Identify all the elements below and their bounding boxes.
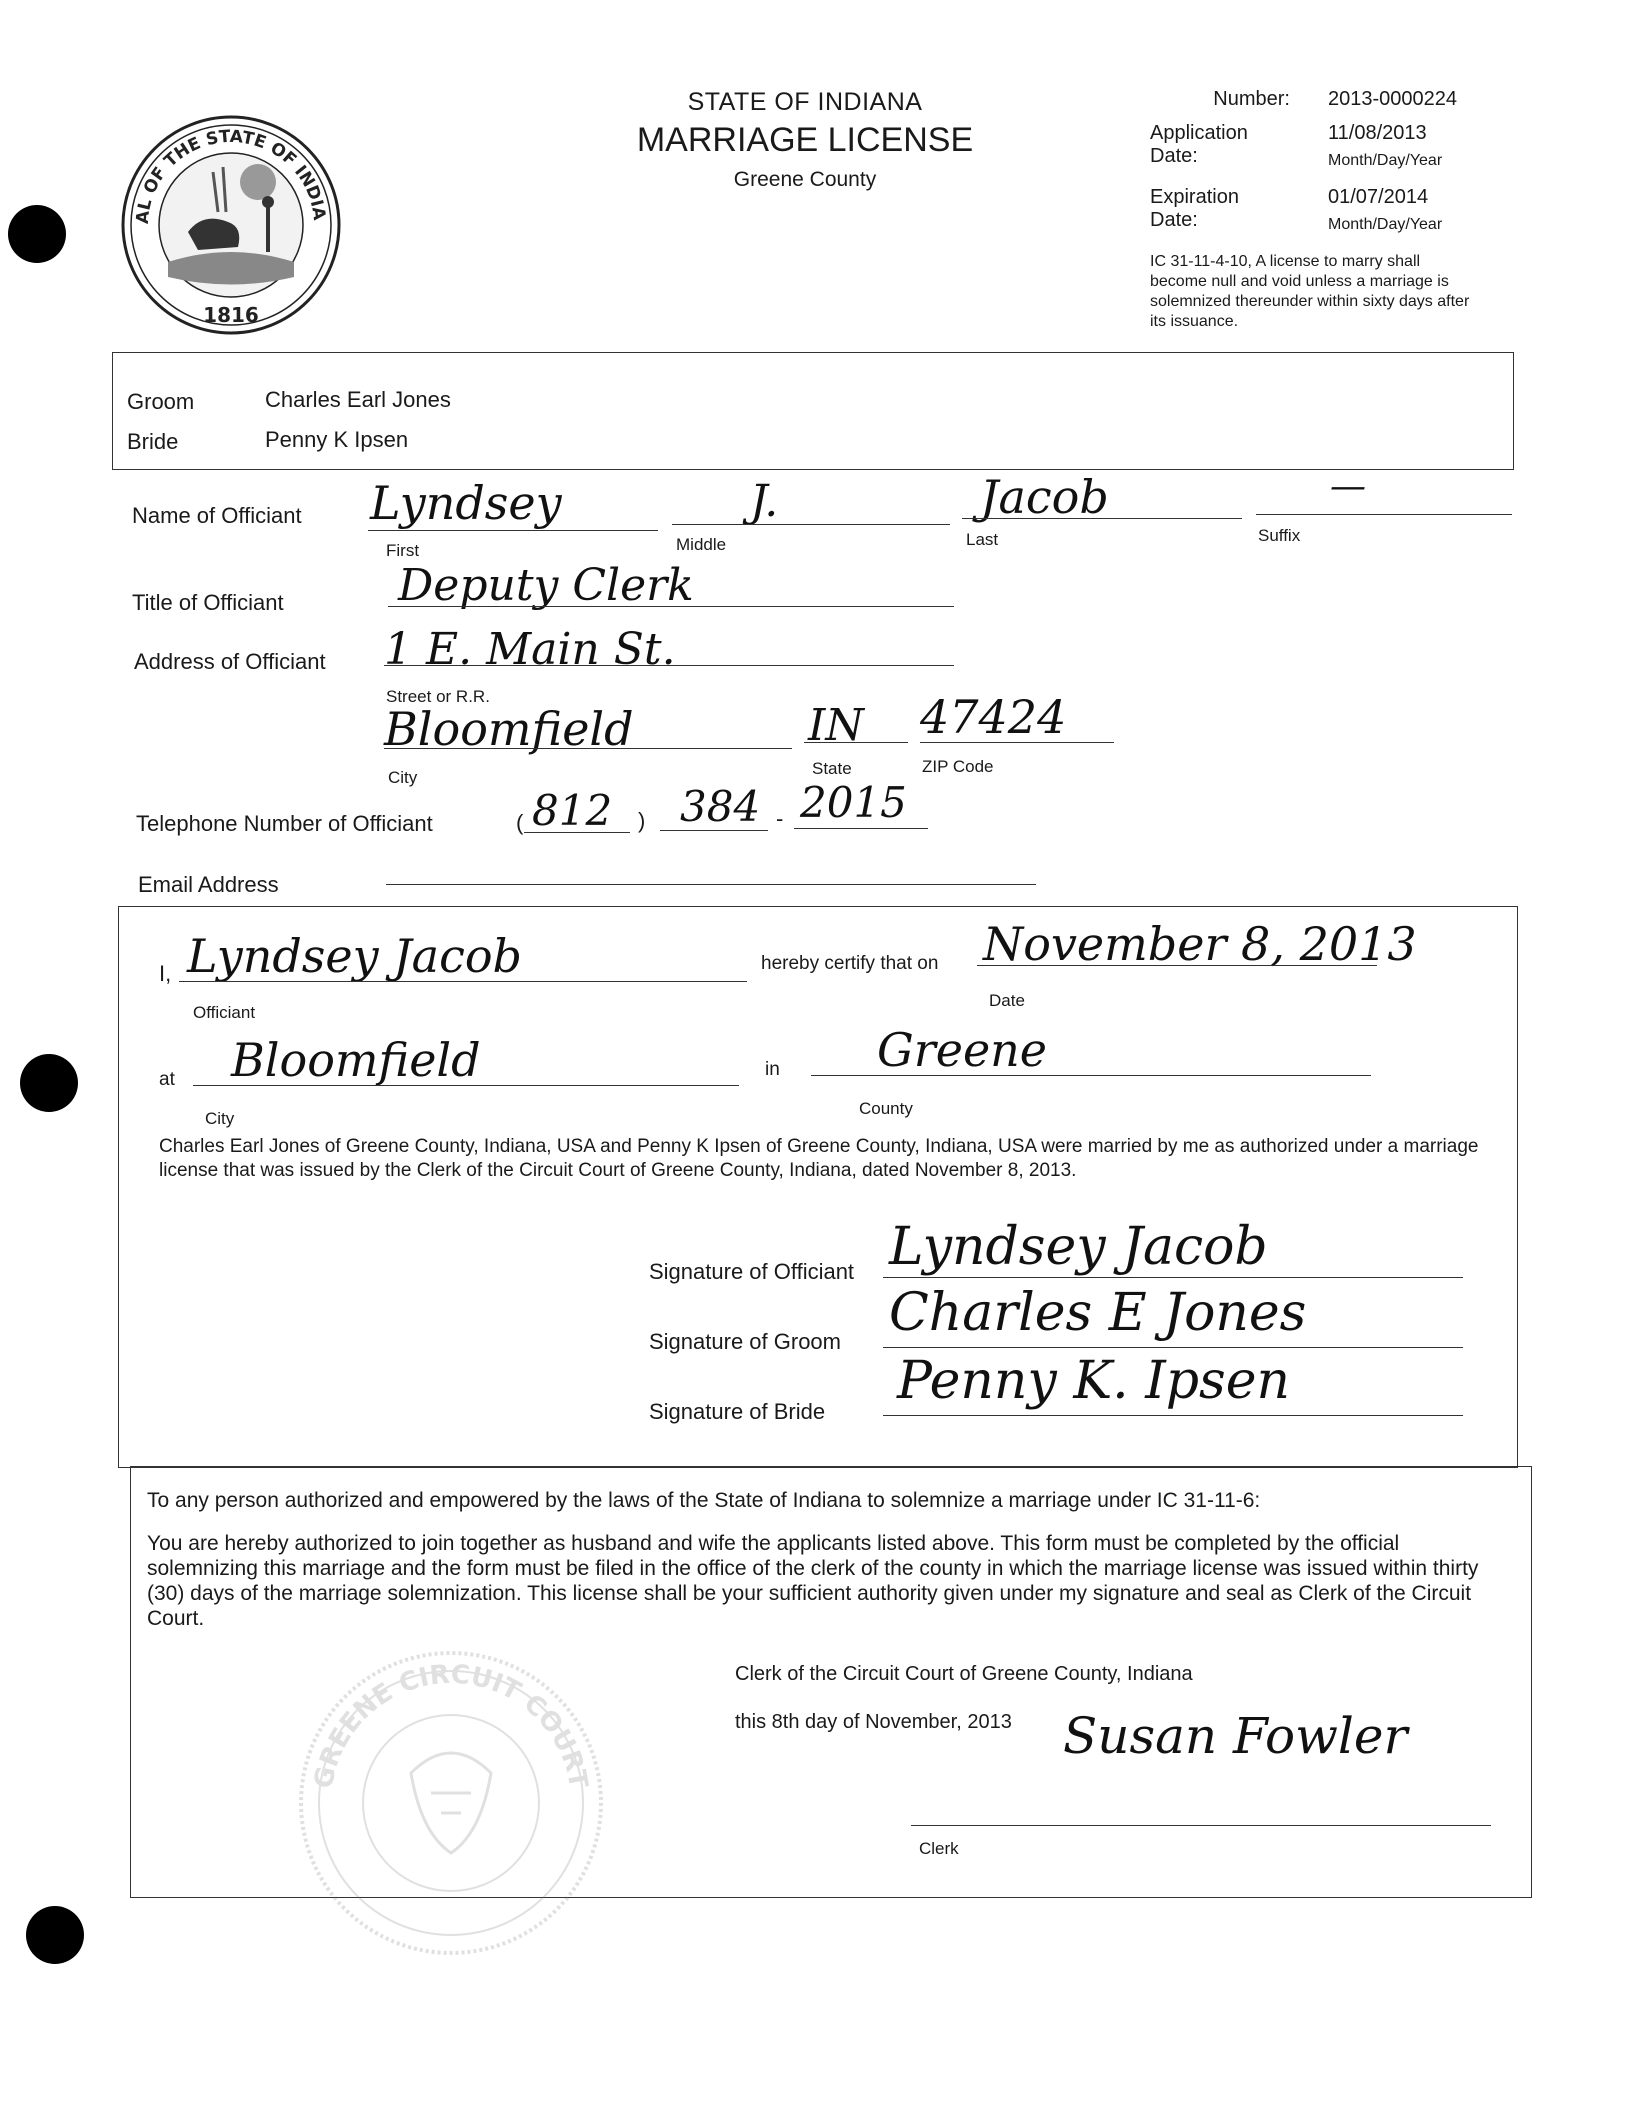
sig-bride-label: Signature of Bride [649, 1399, 826, 1424]
number-label: Number: [1213, 88, 1290, 110]
embossed-seal-text: GREENE CIRCUIT COURT [308, 1659, 594, 1791]
officiant-address-label: Address of Officiant [134, 649, 326, 674]
bride-label: Bride [127, 429, 179, 454]
phone-open-paren: ( [516, 810, 524, 835]
phone-dash: - [776, 806, 784, 831]
phone-line-line [794, 828, 928, 829]
expiration-notice: IC 31-11-4-10, A license to marry shall become null and void unless a marriage is solemnized thereunder within sixty days after its issuance. [1150, 253, 1470, 330]
officiant-middle-line [672, 524, 950, 525]
officiant-zip-caption: ZIP Code [922, 757, 994, 776]
seal-year: 1816 [203, 303, 259, 327]
officiant-suffix-caption: Suffix [1258, 526, 1301, 545]
officiant-title-line [388, 606, 954, 607]
officiant-street-caption: Street or R.R. [386, 687, 490, 706]
officiant-zip-value: 47424 [920, 690, 1067, 744]
officiant-middle-caption: Middle [676, 535, 727, 554]
clerk-caption: Clerk [919, 1839, 959, 1858]
sig-bride-value: Penny K. Ipsen [897, 1351, 1290, 1411]
officiant-zip-line [920, 742, 1114, 743]
state-title: STATE OF INDIANA [687, 88, 923, 116]
cert-date-line [977, 965, 1377, 966]
officiant-street-value: 1 E. Main St. [384, 624, 676, 675]
sig-officiant-value: Lyndsey Jacob [889, 1217, 1268, 1277]
officiant-city-value: Bloomfield [384, 702, 634, 756]
cert-county-value: Greene [877, 1023, 1048, 1077]
auth-body: You are hereby authorized to join together as husband and wife the applicants listed above. This form must be completed by the official solemnizing this marriage and the form must be filed in the office of the clerk of the county in which the marriage license was issued within thirty (30) days of the marriage solemnization. This license shall be your sufficient authority given under my signature and seal as Clerk of the Circuit Court. [147, 1532, 1479, 1630]
cert-in-label: in [765, 1059, 780, 1080]
state-seal-icon [118, 112, 344, 338]
court-seal-emboss-icon [291, 1643, 611, 1963]
cert-date-value: November 8, 2013 [983, 917, 1417, 971]
cert-officiant-line [179, 981, 747, 982]
officiant-suffix-line [1256, 514, 1512, 515]
email-line [386, 884, 1036, 885]
sig-bride-line [883, 1415, 1463, 1416]
officiant-suffix-value: — [1330, 466, 1366, 507]
sig-officiant-label: Signature of Officiant [649, 1259, 855, 1284]
certification-box [118, 906, 1518, 1468]
officiant-title-label: Title of Officiant [132, 590, 284, 615]
bride-value: Penny K Ipsen [265, 427, 409, 452]
cert-city-line [193, 1085, 739, 1086]
cert-city-caption: City [205, 1109, 235, 1128]
application-date-value: 11/08/2013 [1328, 122, 1427, 144]
sig-groom-label: Signature of Groom [649, 1329, 841, 1354]
application-date-label: Application Date: [1150, 122, 1248, 167]
authorization-box [130, 1466, 1532, 1898]
officiant-first-value: Lyndsey [370, 476, 562, 530]
phone-close-paren: ) [638, 808, 646, 833]
expiration-date-label: Expiration Date: [1150, 186, 1239, 231]
phone-line-value: 2015 [800, 778, 907, 827]
expiration-date-format: Month/Day/Year [1328, 216, 1443, 233]
clerk-signature-line [911, 1825, 1491, 1826]
cert-i-label: I, [159, 961, 172, 986]
svg-text:GREENE CIRCUIT COURT [309, 1660, 593, 1791]
sig-officiant-line [883, 1277, 1463, 1278]
sig-groom-line [883, 1347, 1463, 1348]
groom-value: Charles Earl Jones [265, 387, 451, 412]
cert-county-caption: County [859, 1099, 913, 1118]
clerk-signature: Susan Fowler [1063, 1707, 1408, 1765]
officiant-state-value: IN [808, 700, 864, 751]
officiant-street-line [384, 665, 954, 666]
auth-heading: To any person authorized and empowered by the laws of the State of Indiana to solemnize a marriage under IC 31-11-6: [147, 1489, 1261, 1512]
county-title: Greene County [733, 168, 877, 191]
license-title: MARRIAGE LICENSE [636, 121, 974, 159]
officiant-city-line [384, 748, 792, 749]
auth-clerk-court: Clerk of the Circuit Court of Greene County, Indiana [735, 1663, 1193, 1685]
officiant-last-value: Jacob [980, 470, 1109, 524]
officiant-phone-label: Telephone Number of Officiant [136, 811, 433, 836]
phone-prefix-value: 384 [680, 782, 761, 831]
expiration-date-value: 01/07/2014 [1328, 186, 1429, 208]
punch-hole-bottom [26, 1906, 84, 1964]
form-header [580, 88, 1030, 192]
punch-hole-top [8, 205, 66, 263]
officiant-last-line [962, 518, 1242, 519]
phone-area-line [524, 832, 630, 833]
officiant-title-value: Deputy Clerk [398, 560, 694, 611]
cert-city-value: Bloomfield [231, 1033, 481, 1087]
officiant-city-caption: City [388, 768, 418, 787]
cert-statement: Charles Earl Jones of Greene County, Indiana, USA and Penny K Ipsen of Greene County, Indiana, USA were married by me as authorized under a marriage license that was issued by the Clerk of the Circuit Court of Greene County, Indiana, dated November 8, 2013. [159, 1136, 1479, 1181]
officiant-first-caption: First [386, 541, 420, 560]
officiant-last-caption: Last [966, 530, 999, 549]
application-date-format: Month/Day/Year [1328, 152, 1443, 169]
officiant-middle-value: J. [750, 476, 779, 527]
email-label: Email Address [138, 872, 279, 897]
officiant-first-line [368, 530, 658, 531]
punch-hole-middle [20, 1054, 78, 1112]
license-info [1150, 88, 1480, 332]
number-value: 2013-0000224 [1328, 88, 1458, 110]
parties-box [112, 352, 1514, 470]
officiant-state-line [804, 742, 908, 743]
officiant-state-caption: State [812, 759, 852, 778]
cert-county-line [811, 1075, 1371, 1076]
cert-officiant-caption: Officiant [193, 1003, 256, 1022]
cert-at-label: at [159, 1069, 175, 1090]
auth-day-line: this 8th day of November, 2013 [735, 1711, 1012, 1733]
cert-officiant-value: Lyndsey Jacob [187, 929, 523, 983]
phone-prefix-line [660, 830, 768, 831]
groom-label: Groom [127, 389, 195, 414]
sig-groom-value: Charles E Jones [889, 1283, 1307, 1343]
phone-area-value: 812 [532, 786, 613, 835]
officiant-name-label: Name of Officiant [132, 503, 302, 528]
seal-text: AL OF THE STATE OF INDIA [132, 126, 330, 225]
cert-certify-text: hereby certify that on [761, 953, 939, 974]
cert-date-caption: Date [989, 991, 1025, 1010]
